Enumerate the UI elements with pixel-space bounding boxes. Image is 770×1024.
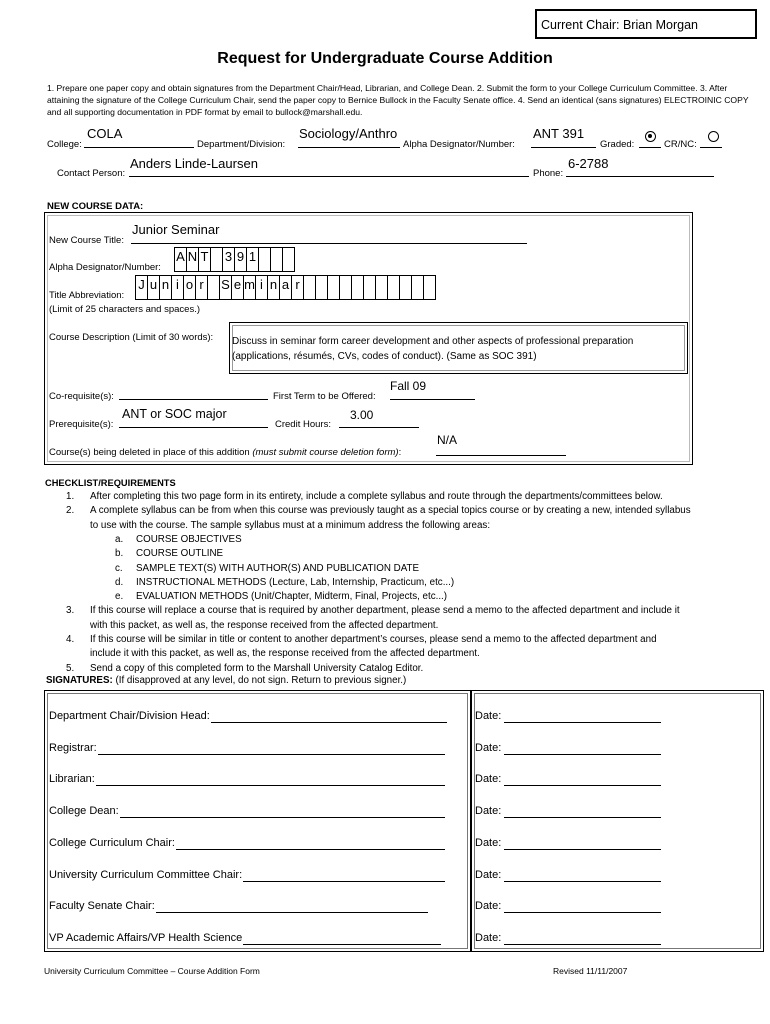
deleted-course-value: N/A — [437, 433, 458, 447]
signature-date-label: Date: — [475, 741, 502, 754]
signature-line[interactable] — [120, 817, 445, 818]
abbrev-cell[interactable]: S — [219, 275, 232, 300]
signature-date-line[interactable] — [504, 722, 661, 723]
prerequisite-value: ANT or SOC major — [122, 407, 227, 421]
signature-line[interactable] — [176, 849, 445, 850]
first-term-label: First Term to be Offered: — [273, 391, 376, 402]
first-term-value: Fall 09 — [390, 379, 427, 393]
checklist-item-text: include it with this packet, as well as, the response received from the affected department. — [90, 648, 480, 660]
signature-date-line[interactable] — [504, 817, 661, 818]
instructions-text: 1. Prepare one paper copy and obtain signatures from the Department Chair/Head, Librarian, and College Dean. 2. Submit the form to your College Curriculum Committee. 3. After attaining the signature of the College Curriculum Chair, send the paper copy to Bernice Bullock in the Faculty Senate office. 4. Send an identical (sans signatures) ELECTROINIC COPY and all supporting documentation in PDF format by email to bullock@marshall.edu. — [47, 83, 749, 117]
new-course-title-label: New Course Title: — [49, 235, 124, 246]
crnc-field — [700, 137, 722, 148]
signature-label: Department Chair/Division Head: — [49, 710, 210, 722]
checklist-item-text: After completing this two page form in its entirety, include a complete syllabus and route through the departments/committees below. — [90, 491, 663, 502]
checklist-subitem-letter: e. — [115, 591, 124, 603]
abbrev-cell[interactable]: i — [255, 275, 268, 300]
prerequisite-label: Prerequisite(s): — [49, 419, 114, 430]
checklist-item-text: If this course will replace a course that is required by another department, please send a memo to the affected department and include it — [90, 605, 680, 617]
signature-label: College Curriculum Chair: — [49, 836, 175, 849]
checklist-item-text: with this packet, as well as, the response received from the affected department. — [90, 619, 439, 631]
abbreviation-limit-note: (Limit of 25 characters and spaces.) — [49, 304, 201, 315]
abbrev-cell[interactable] — [423, 275, 436, 300]
contact-person-label: Contact Person: — [57, 168, 126, 179]
checklist-subitem-letter: c. — [115, 562, 123, 574]
abbrev-cell[interactable]: o — [183, 275, 196, 300]
abbrev-cell[interactable]: n — [267, 275, 280, 300]
signature-date-label: Date: — [475, 805, 502, 818]
checklist-item-number: 5. — [66, 662, 75, 674]
checklist-subitem-text: EVALUATION METHODS (Unit/Chapter, Midterm, Final, Projects, etc...) — [136, 591, 448, 603]
checklist-item-text: A complete syllabus can be from when this course was previously taught as a special topics course or by creating a new, intended syllabus — [90, 505, 691, 517]
checklist-item-number: 2. — [66, 505, 75, 517]
course-description-field[interactable] — [229, 322, 688, 374]
signature-date-line[interactable] — [504, 912, 661, 913]
signature-line[interactable] — [243, 944, 441, 945]
checklist-subitem-text: INSTRUCTIONAL METHODS (Lecture, Lab, Internship, Practicum, etc...) — [136, 576, 455, 588]
signature-label: Registrar: — [49, 741, 97, 754]
signature-date-line[interactable] — [504, 754, 661, 755]
abbrev-cell[interactable]: r — [291, 275, 304, 300]
signature-date-label: Date: — [475, 710, 502, 722]
deleted-course-label-colon: : — [398, 447, 402, 458]
checklist-subitem-text: COURSE OBJECTIVES — [136, 533, 242, 545]
footer-form-name: University Curriculum Committee – Course Addition Form — [44, 966, 260, 976]
abbrev-cell[interactable]: n — [159, 275, 172, 300]
phone-value: 6-2788 — [568, 156, 609, 171]
signatures-heading-bold: SIGNATURES: — [46, 675, 113, 686]
college-label: College: — [47, 139, 82, 150]
alpha-cell[interactable]: 1 — [246, 247, 259, 272]
corequisite-label: Co-requisite(s): — [49, 391, 114, 402]
checklist-item-text: to use with the course. The sample syllabus must at a minimum address the following areas: — [90, 519, 491, 531]
signature-label: College Dean: — [49, 805, 119, 818]
abbrev-cell[interactable]: m — [243, 275, 256, 300]
alpha-cell[interactable]: N — [186, 247, 199, 272]
checklist-subitem-letter: b. — [115, 548, 124, 560]
signature-line[interactable] — [156, 912, 428, 913]
crnc-label: CR/NC: — [664, 139, 697, 150]
checklist-subitem-text: SAMPLE TEXT(S) WITH AUTHOR(S) AND PUBLICATION DATE — [136, 562, 420, 574]
abbrev-cell[interactable]: a — [279, 275, 292, 300]
credit-hours-value: 3.00 — [350, 408, 374, 422]
form-title: Request for Undergraduate Course Addition — [217, 50, 553, 67]
graded-label: Graded: — [600, 139, 635, 150]
corequisite-field[interactable] — [119, 389, 268, 400]
signature-line[interactable] — [96, 785, 445, 786]
new-course-title-value: Junior Seminar — [132, 222, 220, 237]
signature-date-line[interactable] — [504, 785, 661, 786]
deleted-course-label — [49, 447, 401, 458]
course-description-label: Course Description (Limit of 30 words): — [49, 332, 214, 343]
abbrev-cell[interactable]: e — [231, 275, 244, 300]
current-chair-text: Current Chair: Brian Morgan — [541, 18, 699, 32]
signature-date-line[interactable] — [504, 849, 661, 850]
contact-person-value: Anders Linde-Laursen — [130, 156, 258, 171]
abbrev-cell[interactable]: i — [171, 275, 184, 300]
signature-date-label: Date: — [475, 773, 502, 786]
title-abbreviation-cells[interactable] — [135, 275, 436, 300]
department-value: Sociology/Anthro — [299, 126, 398, 141]
signatures-heading-text: (If disapproved at any level, do not sign. Return to previous signer.) — [112, 675, 407, 686]
checklist-subitem-letter: a. — [115, 533, 124, 545]
title-abbreviation-label: Title Abbreviation: — [49, 290, 125, 301]
new-alpha-label: Alpha Designator/Number: — [49, 262, 161, 273]
credit-hours-label: Credit Hours: — [275, 419, 331, 430]
alpha-designator-label: Alpha Designator/Number: — [403, 139, 515, 150]
department-label: Department/Division: — [197, 139, 286, 150]
signature-line[interactable] — [98, 754, 445, 755]
deleted-course-label-main: Course(s) being deleted in place of this addition — [49, 447, 253, 458]
new-course-heading: NEW COURSE DATA: — [47, 201, 144, 212]
signature-date-label: Date: — [475, 836, 502, 849]
abbrev-cell[interactable]: r — [195, 275, 208, 300]
checklist-subitem-text: COURSE OUTLINE — [136, 548, 224, 560]
signature-date-line[interactable] — [504, 944, 661, 945]
checklist-item-number: 4. — [66, 634, 75, 645]
signature-label: Faculty Senate Chair: — [49, 900, 155, 913]
signature-date-label: Date: — [475, 868, 502, 881]
alpha-designator-cells[interactable] — [174, 247, 295, 272]
deleted-course-label-note: (must submit course deletion form) — [252, 447, 399, 458]
footer-revised-date: Revised 11/11/2007 — [553, 966, 628, 976]
signature-label: University Curriculum Committee Chair: — [49, 868, 243, 881]
signatures-heading — [46, 675, 406, 686]
checklist-subitem-letter: d. — [115, 576, 124, 588]
alpha-cell[interactable] — [282, 247, 295, 272]
current-chair-box — [535, 9, 757, 39]
checklist-item-text: If this course will be similar in title or content to another department’s courses, please send a memo to the affected department and — [90, 634, 657, 645]
signature-date-label: Date: — [475, 931, 502, 944]
signature-date-line[interactable] — [504, 881, 661, 882]
signature-date-label: Date: — [475, 900, 502, 913]
checklist-heading: CHECKLIST/REQUIREMENTS — [45, 478, 176, 488]
checklist-item-number: 3. — [66, 605, 75, 617]
college-value: COLA — [87, 126, 123, 141]
phone-label: Phone: — [533, 168, 564, 179]
alpha-cell[interactable]: T — [198, 247, 211, 272]
signature-label: Librarian: — [49, 773, 95, 786]
checklist-item-text: Send a copy of this completed form to the Marshall University Catalog Editor. — [90, 662, 424, 674]
signature-line[interactable] — [243, 881, 445, 882]
abbrev-cell[interactable]: u — [147, 275, 160, 300]
course-description-value: Discuss in seminar form career development and other aspects of professional preparation (applications, résumés, CVs, codes of conduct). (Same as SOC 391) — [232, 336, 634, 362]
alpha-cell[interactable]: A — [174, 247, 187, 272]
alpha-cell[interactable]: 9 — [234, 247, 247, 272]
signature-label: VP Academic Affairs/VP Health Science — [49, 931, 243, 944]
checklist-item-number: 1. — [66, 491, 75, 502]
abbrev-cell[interactable]: J — [135, 275, 148, 300]
alpha-cell[interactable]: 3 — [222, 247, 235, 272]
signature-line[interactable] — [211, 722, 447, 723]
alpha-designator-value: ANT 391 — [533, 126, 585, 141]
graded-field — [639, 137, 661, 148]
